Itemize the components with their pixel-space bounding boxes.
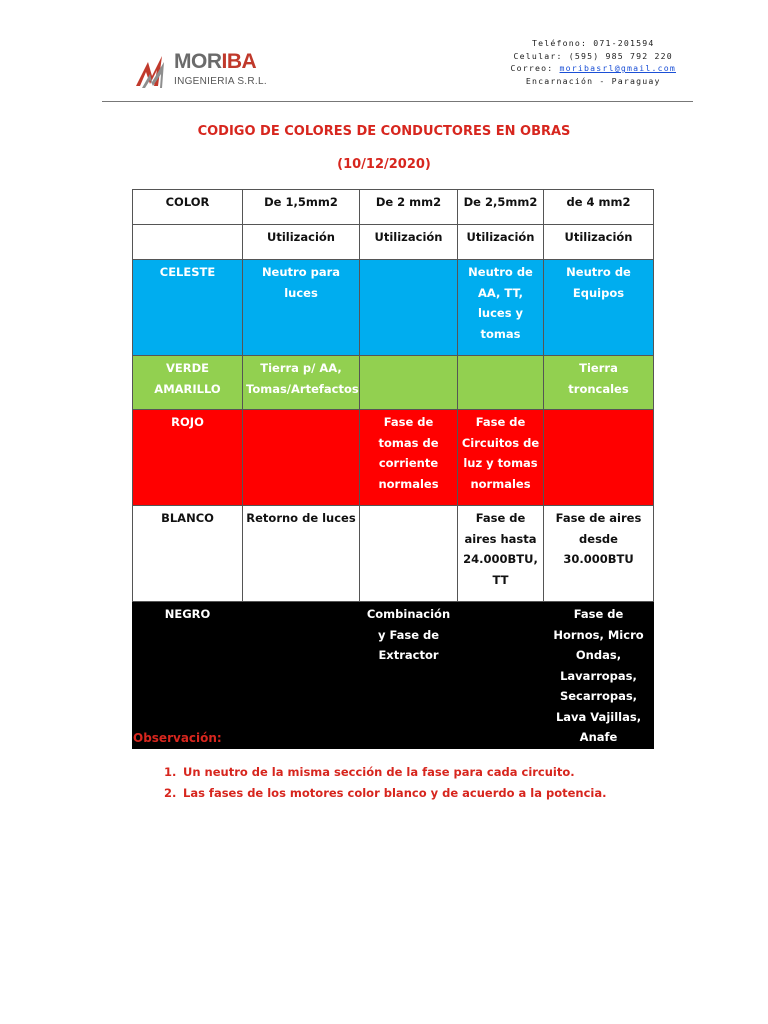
phone-line: Teléfono: 071-201594 [531, 38, 655, 48]
table-cell: BLANCO [133, 506, 243, 602]
table-cell: Fase de Hornos, Micro Ondas, Lavarropas, Secarropas, Lava Vajillas, Anafe [544, 602, 654, 749]
table-cell: Retorno de luces [243, 506, 360, 602]
table-cell [360, 260, 458, 356]
observations-title: Observación: [133, 731, 222, 745]
table-row-negro [133, 602, 654, 749]
logo-name: MORIBA [174, 50, 257, 73]
table-cell: VERDE AMARILLO [133, 356, 243, 410]
table-cell: Combinación y Fase de Extractor [360, 602, 458, 749]
header-cell: De 2,5mm2 [458, 190, 544, 225]
table-cell: Fase de aires hasta 24.000BTU, TT [458, 506, 544, 602]
table-cell: Fase de aires desde 30.000BTU [544, 506, 654, 602]
header-cell: COLOR [133, 190, 243, 225]
table-cell: CELESTE [133, 260, 243, 356]
table-cell: ROJO [133, 410, 243, 506]
table-row-rojo [133, 410, 654, 506]
table-row-verde-amarillo [133, 356, 654, 410]
document-date: (10/12/2020) [337, 157, 431, 172]
table-cell: Tierra p/ AA, Tomas/Artefactos [243, 356, 360, 410]
logo-mark-icon [134, 52, 172, 90]
color-code-table [132, 189, 654, 749]
table-cell [458, 602, 544, 749]
email-line: Correo: moribasrl@gmail.com [510, 63, 676, 73]
table-cell: Tierra troncales [544, 356, 654, 410]
header-cell: De 2 mm2 [360, 190, 458, 225]
subheader-cell: Utilización [458, 225, 544, 260]
logo-subtitle: INGENIERIA S.R.L. [174, 76, 267, 87]
table-cell: Neutro de AA, TT, luces y tomas [458, 260, 544, 356]
table-cell [243, 410, 360, 506]
contact-block [510, 37, 676, 87]
subheader-cell: Utilización [243, 225, 360, 260]
mobile-line: Celular: (595) 985 792 220 [513, 50, 673, 61]
table-row-celeste [133, 260, 654, 356]
header-cell: De 1,5mm2 [243, 190, 360, 225]
table-header-row [133, 190, 654, 225]
header-cell: de 4 mm2 [544, 190, 654, 225]
table-cell [243, 602, 360, 749]
table-cell [360, 356, 458, 410]
location-line: Encarnación - Paraguay [525, 75, 661, 86]
company-logo [134, 50, 274, 92]
table-cell: Fase de Circuitos de luz y tomas normales [458, 410, 544, 506]
table-cell: Neutro de Equipos [544, 260, 654, 356]
table-cell: NEGRO [133, 602, 243, 749]
table-cell [458, 356, 544, 410]
table-subheader-row [133, 225, 654, 260]
document-title: CODIGO DE COLORES DE CONDUCTORES EN OBRAS [197, 124, 571, 139]
subheader-cell [133, 225, 243, 260]
table-cell: Fase de tomas de corriente normales [360, 410, 458, 506]
list-item: 1. Un neutro de la misma sección de la fase para cada circuito. [164, 765, 575, 779]
header-divider [102, 101, 693, 102]
table-cell: Neutro para luces [243, 260, 360, 356]
list-item: 2. Las fases de los motores color blanco y de acuerdo a la potencia. [164, 786, 607, 800]
email-link[interactable]: moribasrl@gmail.com [559, 63, 676, 73]
observations-list [164, 762, 606, 804]
subheader-cell: Utilización [544, 225, 654, 260]
table-cell [544, 410, 654, 506]
table-cell [360, 506, 458, 602]
table-row-blanco [133, 506, 654, 602]
subheader-cell: Utilización [360, 225, 458, 260]
